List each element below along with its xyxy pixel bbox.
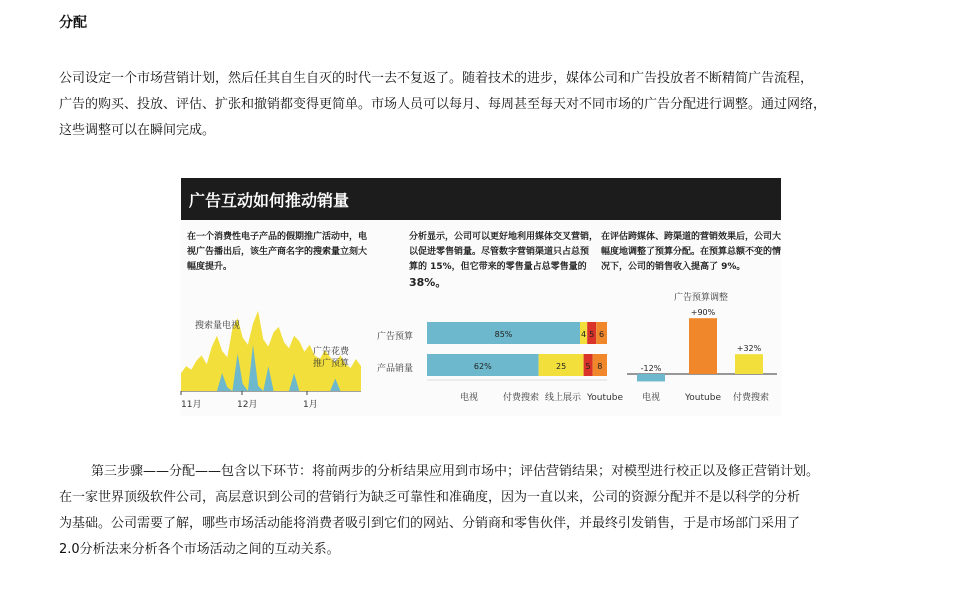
x-tick-label: 电视 bbox=[641, 393, 661, 403]
paragraph-line: 公司设定一个市场营销计划，然后任其自生自灭的时代一去不复返了。随着技术的进步，媒体公司和广告投放者不断精简广告流程， bbox=[59, 71, 814, 86]
caption-line: 视广告播出后，该生产商名字的搜索量立刻大 bbox=[187, 247, 368, 257]
area-label-search: 搜索量电视 bbox=[195, 321, 241, 331]
x-tick-label: 11月 bbox=[181, 400, 202, 410]
caption-line: 幅度提升。 bbox=[187, 262, 233, 272]
paragraph-line: 这些调整可以在瞬间完成。 bbox=[59, 123, 216, 138]
caption-line: 在评估跨媒体、跨渠道的营销效果后，公司大 bbox=[601, 232, 782, 242]
x-tick-label: 12月 bbox=[237, 400, 258, 410]
adjustment-bar bbox=[735, 354, 763, 374]
figure-title: 广告互动如何推动销量 bbox=[189, 191, 350, 210]
chart-title: 广告预算调整 bbox=[673, 293, 729, 303]
section-heading: 分配 bbox=[59, 15, 87, 31]
x-tick-label: 付费搜索 bbox=[732, 393, 770, 403]
adjustment-bar bbox=[637, 374, 665, 381]
caption-left bbox=[187, 230, 367, 275]
bar-data-label: 25 bbox=[556, 362, 567, 371]
bar-data-label: +32% bbox=[736, 344, 762, 354]
caption-right bbox=[601, 230, 781, 275]
legend-label: 线上展示 bbox=[544, 393, 582, 403]
figure-title-bar bbox=[181, 178, 781, 220]
x-tick-label: 1月 bbox=[303, 400, 318, 410]
area-label-spend: 广告花费 bbox=[313, 347, 350, 357]
paragraph-line: 第三步骤——分配——包含以下环节：将前两步的分析结果应用到市场中；评估营销结果；对模型进行校正以及修正营销计划。 bbox=[91, 464, 820, 479]
infographic-figure bbox=[181, 178, 781, 416]
legend-label: Youtube bbox=[587, 393, 623, 403]
caption-line: 分析显示，公司可以更好地利用媒体交叉营销， bbox=[409, 232, 599, 242]
legend-label: 电视 bbox=[459, 393, 479, 403]
category-label: 广告预算 bbox=[377, 332, 414, 342]
budget-adjustment-bar-chart bbox=[621, 290, 781, 410]
search-volume-area-chart bbox=[181, 278, 361, 414]
category-label: 产品销量 bbox=[377, 364, 414, 374]
caption-line: 在一个消费性电子产品的假期推广活动中，电 bbox=[187, 232, 368, 242]
budget-vs-sales-stacked-bars bbox=[377, 318, 623, 410]
paragraph-line: 广告的购买、投放、评估、扩张和撤销都变得更简单。市场人员可以每月、每周甚至每天对不同市场的广告分配进行调整。通过网络， bbox=[59, 97, 827, 112]
step-three-paragraph bbox=[59, 459, 919, 563]
caption-line: 38%。 bbox=[409, 276, 447, 289]
caption-line: 算的 15%，但它带来的零售量占总零售量的 bbox=[409, 262, 587, 272]
bar-data-label: 5 bbox=[589, 330, 595, 339]
bar-data-label: 62% bbox=[473, 362, 492, 371]
area-label-budget: 推广预算 bbox=[313, 359, 350, 369]
paragraph-line: 2.0分析法来分析各个市场活动之间的互动关系。 bbox=[59, 542, 340, 557]
bar-data-label: 85% bbox=[494, 330, 513, 339]
paragraph-line: 在一家世界顶级软件公司，高层意识到公司的营销行为缺乏可靠性和准确度，因为一直以来，公司的资源分配并不是以科学的分析 bbox=[59, 490, 801, 505]
legend-label: 付费搜索 bbox=[502, 393, 540, 403]
bar-data-label: 4 bbox=[581, 330, 587, 339]
bar-data-label: -12% bbox=[640, 364, 662, 373]
bar-data-label: 6 bbox=[599, 330, 605, 339]
bar-data-label: +90% bbox=[690, 308, 716, 318]
x-tick-label: Youtube bbox=[685, 393, 721, 403]
caption-middle bbox=[409, 230, 598, 290]
bar-data-label: 5 bbox=[585, 362, 591, 371]
intro-paragraph bbox=[59, 66, 919, 144]
caption-line: 况下，公司的销售收入提高了 9%。 bbox=[601, 262, 746, 272]
adjustment-bar bbox=[689, 318, 717, 374]
paragraph-line: 为基础。公司需要了解，哪些市场活动能将消费者吸引到它们的网站、分销商和零售伙伴，并最终引发销售，于是市场部门采用了 bbox=[59, 516, 801, 531]
caption-line: 以促进零售销量。尽管数字营销渠道只占总预 bbox=[409, 247, 590, 257]
caption-line: 幅度地调整了预算分配。在预算总额不变的情 bbox=[601, 247, 782, 257]
bar-data-label: 8 bbox=[597, 362, 603, 371]
